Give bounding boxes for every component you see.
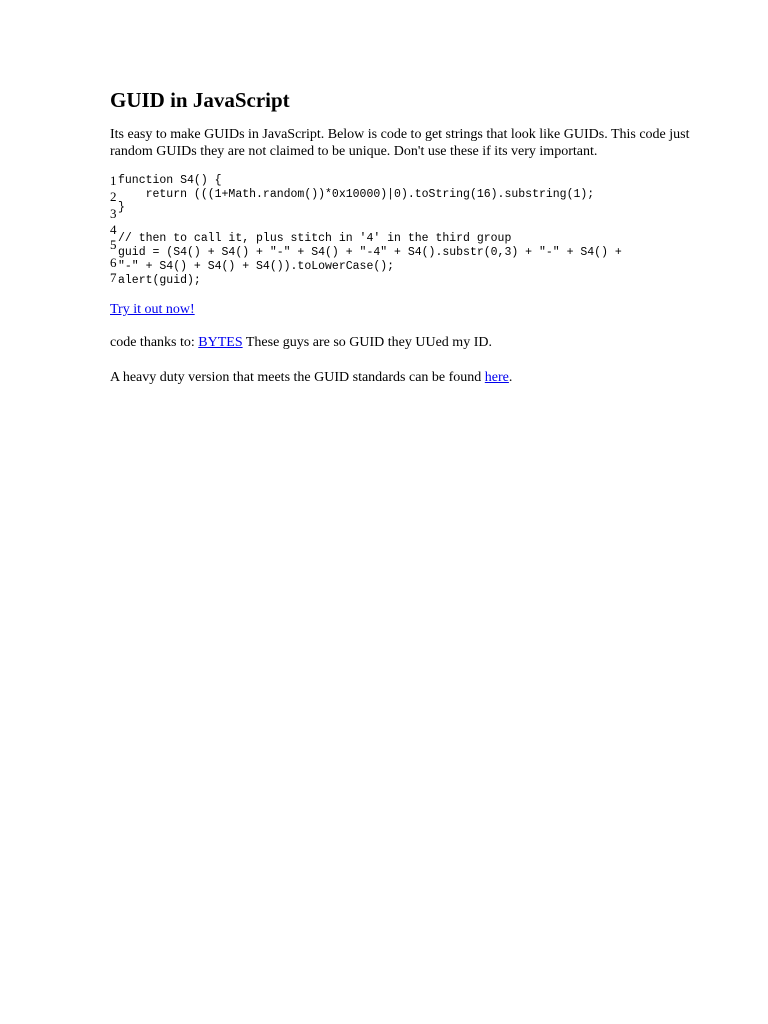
code-block xyxy=(110,172,700,287)
code-line: function S4() { xyxy=(118,174,222,187)
line-number: 4 xyxy=(110,222,117,237)
try-it-out-link[interactable]: Try it out now! xyxy=(110,302,195,317)
thanks-suffix: These guys are so GUID they UUed my ID. xyxy=(242,335,492,350)
page-title: GUID in JavaScript xyxy=(110,88,290,112)
line-number: 3 xyxy=(110,206,117,221)
document-page xyxy=(110,86,700,386)
heavy-duty-paragraph xyxy=(110,369,700,386)
line-number: 7 xyxy=(110,270,117,285)
code-line: guid = (S4() + S4() + "-" + S4() + "-4" + S4().substr(0,3) + "-" + S4() + xyxy=(118,246,622,259)
line-number: 2 xyxy=(110,189,117,204)
code-line: alert(guid); xyxy=(118,274,201,287)
code-line: return (((1+Math.random())*0x10000)|0).toString(16).substring(1); xyxy=(118,188,595,201)
heavy-prefix: A heavy duty version that meets the GUID standards can be found xyxy=(110,370,485,385)
line-number: 1 xyxy=(110,173,117,188)
thanks-prefix: code thanks to: xyxy=(110,335,199,350)
line-number: 5 xyxy=(110,237,117,252)
bytes-link[interactable]: BYTES xyxy=(198,335,243,350)
heavy-suffix: . xyxy=(508,370,513,385)
thanks-paragraph xyxy=(110,334,700,351)
try-paragraph xyxy=(110,301,700,318)
code-line: } xyxy=(118,201,125,214)
here-link[interactable]: here xyxy=(484,370,509,385)
intro-paragraph: Its easy to make GUIDs in JavaScript. Below is code to get strings that look like GUIDs. This code just random GUIDs they are not claimed to be unique. Don't use these if its very important. xyxy=(110,127,690,159)
line-number: 6 xyxy=(110,255,117,270)
code-line: // then to call it, plus stitch in '4' in the third group xyxy=(118,232,512,245)
code-line: "-" + S4() + S4() + S4()).toLowerCase(); xyxy=(118,260,395,273)
